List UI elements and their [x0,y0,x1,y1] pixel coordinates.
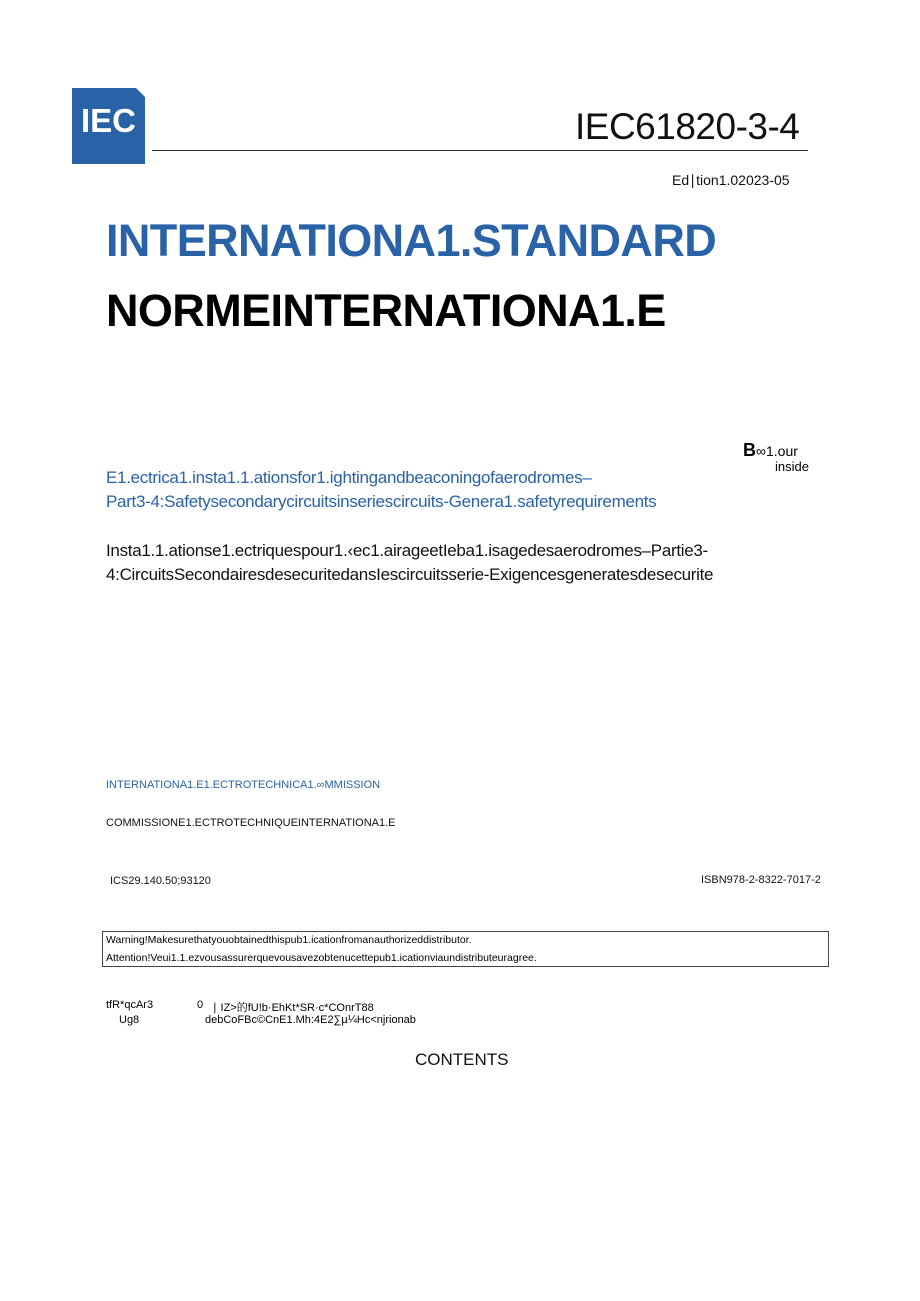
ics-code: ICS29.140.50;93120 [110,875,211,887]
warning-box [102,931,829,967]
iec-logo [72,88,145,164]
subtitle-english-line1: E1.ectrica1.insta1.1.ationsfor1.ightingandbeaconingofaerodromes– [106,468,592,487]
edition-date: Ed∣tion1.02023-05 [672,172,790,188]
garbled-left-2: Ug8 [119,1014,140,1026]
isbn-code: ISBN978-2-8322-7017-2 [701,874,821,886]
commission-french: COMMISSIONE1.ECTROTECHNIQUEINTERNATIONA1.E [106,817,396,829]
garbled-right-1: ∣ IZ>的fU!b·EhKt*SR·c*COnrT88 [212,1002,374,1014]
subtitle-french [106,539,713,587]
colour-note-line2: inside [775,459,809,473]
subtitle-french-line1: Insta1.1.ationse1.ectriquespour1.‹ec1.airageetIeba1.isagedesaerodromes–Partie3- [106,541,708,560]
subtitle-french-line2: 4:CircuitsSecondairesdesecuritedansIescircuitsserie-Exigencesgeneratesdesecurite [106,565,714,584]
garbled-right-2: debCoFBc©CnE1.Mh:4E2∑µ¼Hc<njrionab [205,1014,416,1026]
header-rule [152,150,808,151]
subtitle-english [106,466,656,514]
garbled-left-1: tfR*qcAr3 [106,999,154,1011]
colour-note-letter: B [743,440,756,460]
document-number: IEC61820-3-4 [575,106,800,147]
title-english: INTERNATIONA1.STANDARD [106,215,717,266]
colour-note-line1: ∞1.our [756,443,798,459]
colour-inside-note [743,440,798,461]
title-french: NORMEINTERNATIONA1.E [106,285,666,336]
garbled-mid-1: 0 [197,999,204,1011]
warning-french: Attention!Veui1.1.ezvousassurerquevousavezobtenucettepub1.icationviaundistributeuragree. [106,952,537,964]
commission-english: INTERNATIONA1.E1.ECTROTECHNICA1.∞MMISSION [106,779,381,791]
contents-heading: CONTENTS [415,1050,509,1069]
warning-english: Warning!Makesurethatyouobtainedthispub1.icationfromanauthorizeddistributor. [106,934,472,946]
iec-logo-text: IEC [80,102,136,139]
subtitle-english-line2: Part3-4:Safetysecondarycircuitsinseriescircuits-Genera1.safetyrequirements [106,492,657,511]
